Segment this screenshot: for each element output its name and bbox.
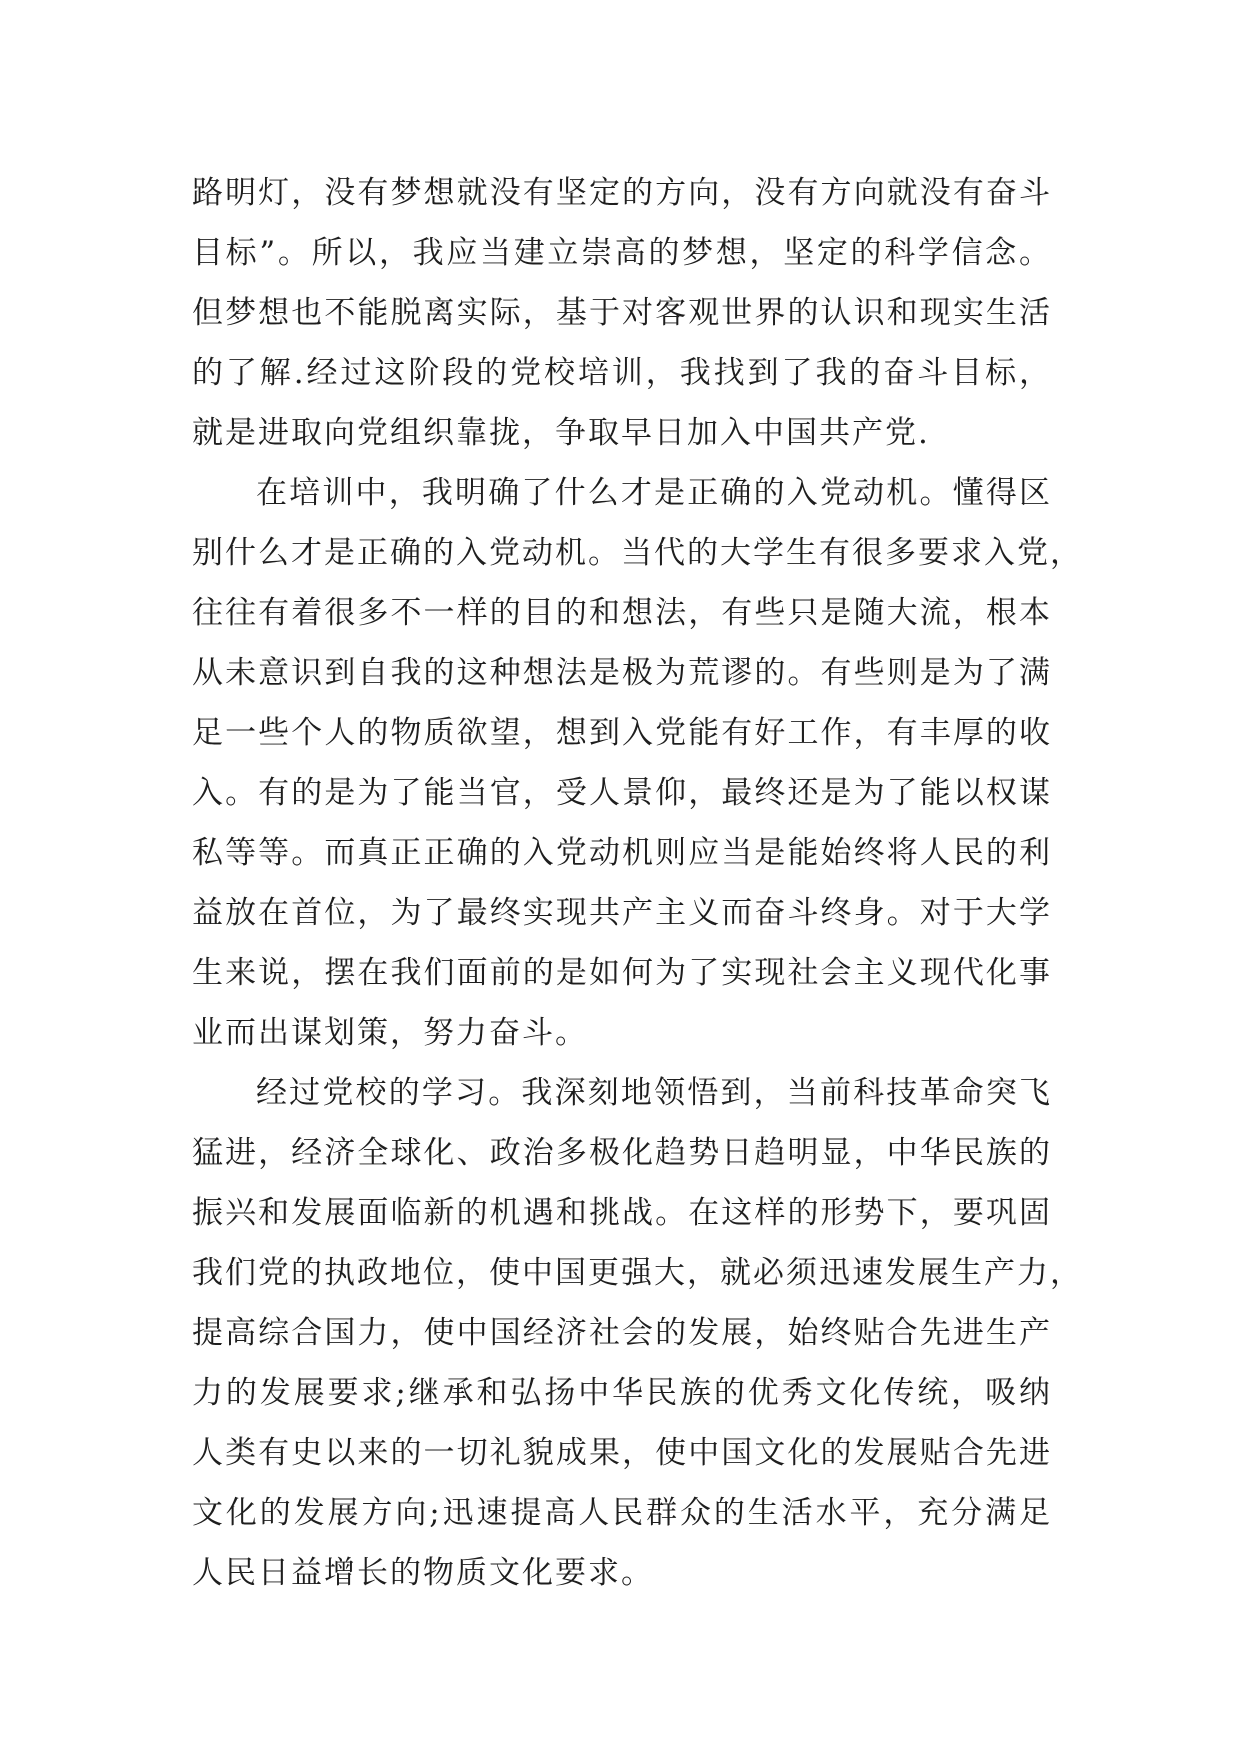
text-line: 目标”。所以，我应当建立崇高的梦想，坚定的科学信念。 — [192, 235, 1052, 271]
text-line: 我们党的执政地位，使中国更强大，就必须迅速发展生产力， — [192, 1255, 1083, 1291]
text-line: 生来说，摆在我们面前的是如何为了实现社会主义现代化事 — [192, 955, 1052, 991]
text-line: 但梦想也不能脱离实际，基于对客观世界的认识和现实生活 — [192, 295, 1052, 331]
paragraph-3 — [192, 1063, 1083, 1603]
text-line: 入。有的是为了能当官，受人景仰，最终还是为了能以权谋 — [192, 775, 1052, 811]
paragraph-2 — [192, 463, 1083, 1063]
text-line: 从未意识到自我的这种想法是极为荒谬的。有些则是为了满 — [192, 655, 1052, 691]
text-line: 业而出谋划策，努力奋斗。 — [192, 1015, 588, 1051]
text-line: 私等等。而真正正确的入党动机则应当是能始终将人民的利 — [192, 835, 1052, 871]
text-line: 别什么才是正确的入党动机。当代的大学生有很多要求入党， — [192, 535, 1083, 571]
text-line: 在培训中，我明确了什么才是正确的入党动机。懂得区 — [256, 475, 1052, 511]
text-line: 路明灯，没有梦想就没有坚定的方向，没有方向就没有奋斗 — [192, 175, 1052, 211]
text-line: 益放在首位，为了最终实现共产主义而奋斗终身。对于大学 — [192, 895, 1052, 931]
text-line: 文化的发展方向;迅速提高人民群众的生活水平，充分满足 — [192, 1495, 1052, 1531]
text-line: 猛进，经济全球化、政治多极化趋势日趋明显，中华民族的 — [192, 1135, 1052, 1171]
text-line: 的了解.经过这阶段的党校培训，我找到了我的奋斗目标， — [192, 355, 1052, 391]
text-line: 振兴和发展面临新的机遇和挑战。在这样的形势下，要巩固 — [192, 1195, 1052, 1231]
text-line: 经过党校的学习。我深刻地领悟到，当前科技革命突飞 — [256, 1075, 1052, 1111]
text-line: 力的发展要求;继承和弘扬中华民族的优秀文化传统，吸纳 — [192, 1375, 1052, 1411]
text-line: 往往有着很多不一样的目的和想法，有些只是随大流，根本 — [192, 595, 1052, 631]
paragraph-1 — [192, 163, 1052, 463]
text-line: 足一些个人的物质欲望，想到入党能有好工作，有丰厚的收 — [192, 715, 1052, 751]
document-body — [192, 163, 1083, 1603]
text-line: 就是进取向党组织靠拢，争取早日加入中国共产党. — [192, 415, 930, 451]
text-line: 人民日益增长的物质文化要求。 — [192, 1555, 654, 1591]
text-line: 提高综合国力，使中国经济社会的发展，始终贴合先进生产 — [192, 1315, 1052, 1351]
text-line: 人类有史以来的一切礼貌成果，使中国文化的发展贴合先进 — [192, 1435, 1052, 1471]
